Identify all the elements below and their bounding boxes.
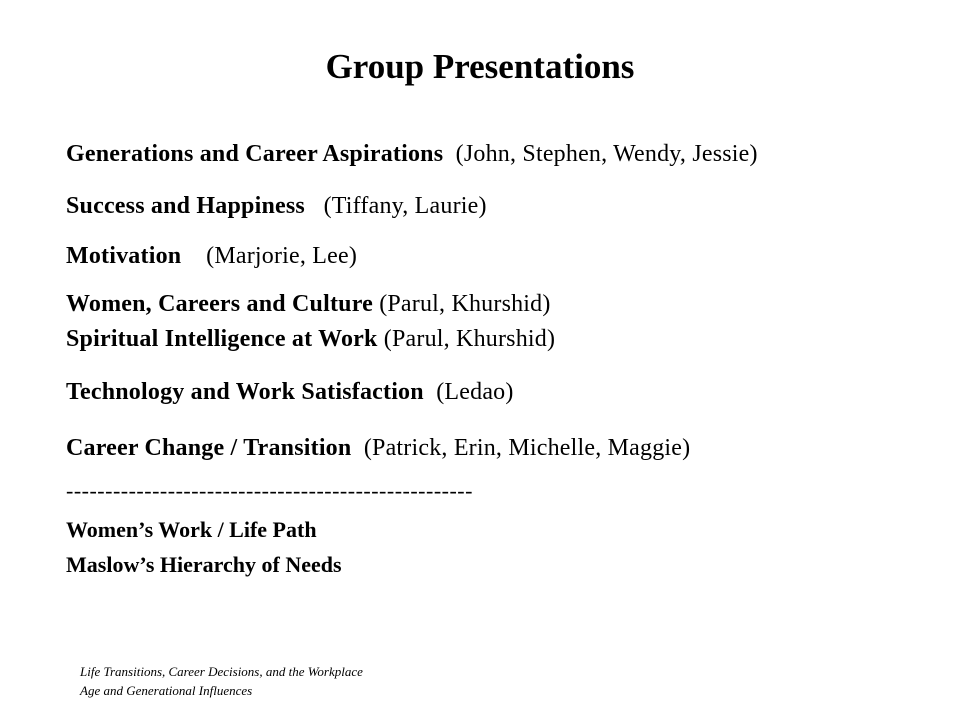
topic-item (66, 189, 487, 223)
topic-name: Generations and Career Aspirations (66, 141, 444, 167)
topic-name: Technology and Work Satisfaction (66, 379, 424, 405)
footer-line: Age and Generational Influences (80, 683, 253, 698)
topic-name: Motivation (66, 243, 182, 269)
topic-item (66, 375, 514, 409)
topic-name: Success and Happiness (66, 193, 305, 219)
topic-presenters: (Marjorie, Lee) (206, 243, 358, 269)
topic-presenters: (Patrick, Erin, Michelle, Maggie) (363, 435, 691, 461)
topic-item (66, 322, 555, 356)
extra-topic: Women’s Work / Life Path (66, 517, 317, 542)
dashed-separator: ---------------------------------------------------- (66, 478, 473, 503)
topic-name: Career Change / Transition (66, 435, 352, 461)
topic-presenters: (Parul, Khurshid) (379, 291, 551, 317)
topic-name: Spiritual Intelligence at Work (66, 326, 378, 352)
topic-presenters: (John, Stephen, Wendy, Jessie) (455, 141, 758, 167)
topic-presenters: (Ledao) (436, 379, 514, 405)
footer-line: Life Transitions, Career Decisions, and the Workplace (80, 664, 363, 679)
topic-item (66, 137, 758, 171)
topic-presenters: (Parul, Khurshid) (383, 326, 556, 352)
topic-item (66, 287, 551, 321)
extra-topic: Maslow’s Hierarchy of Needs (66, 552, 342, 577)
topic-item (66, 431, 690, 465)
topic-item (66, 239, 357, 273)
topic-presenters: (Tiffany, Laurie) (323, 193, 487, 219)
topic-name: Women, Careers and Culture (66, 291, 373, 317)
slide-title: Group Presentations (325, 47, 635, 86)
